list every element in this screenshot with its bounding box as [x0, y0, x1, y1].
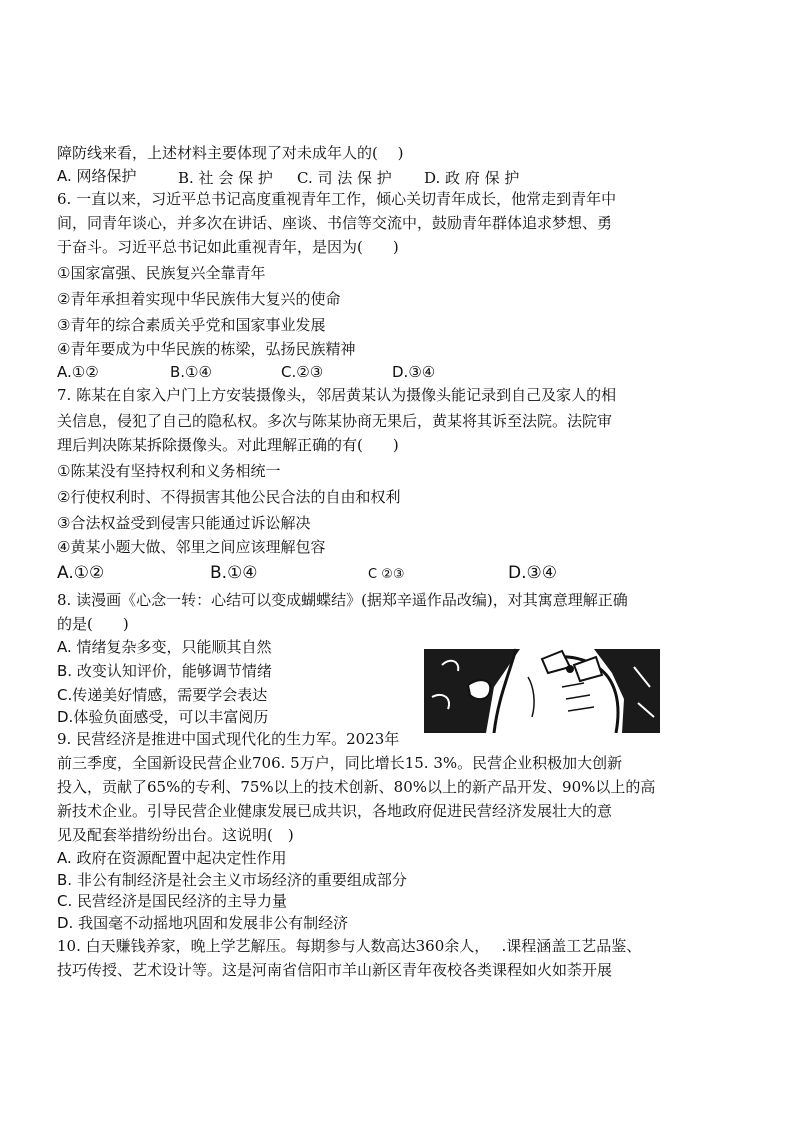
q7-statement-2: ②行使权利时、不得损害其他公民合法的自由和权利 [57, 488, 401, 506]
q9-stem-line-1: 9. 民营经济是推进中国式现代化的生力军。2023年 [57, 730, 400, 748]
q5-option-d: D. 政 府 保 护 [424, 169, 520, 187]
q7-option-a: A.①② [57, 563, 105, 583]
q7-option-d: D.③④ [508, 563, 557, 583]
q6-option-a: A.①② [57, 363, 99, 381]
q8-option-a: A. 情绪复杂多变，只能顺其自然 [57, 638, 272, 656]
q9-option-a: A. 政府在资源配置中起决定性作用 [57, 849, 287, 867]
q9-stem-line-2: 前三季度，全国新设民营企业706. 5万户，同比增长15. 3%。民营企业积极加大创新 [57, 754, 623, 772]
q7-statement-3: ③合法权益受到侵害只能通过诉讼解决 [57, 514, 311, 532]
q6-stem-line-2: 间，同青年谈心，并多次在讲话、座谈、书信等交流中，鼓励青年群体追求梦想、勇 [57, 214, 613, 232]
q8-option-b: B. 改变认知评价，能够调节情绪 [57, 662, 272, 680]
q7-stem-line-2: 关信息，侵犯了自己的隐私权。多次与陈某协商无果后，黄某将其诉至法院。法院审 [57, 412, 613, 430]
q8-stem-line-2: 的是( ) [57, 615, 129, 633]
q5-option-b: B. 社 会 保 护 [178, 169, 273, 187]
q8-option-d: D.体验负面感受，可以丰富阅历 [57, 708, 269, 726]
q6-statement-2: ②青年承担着实现中华民族伟大复兴的使命 [57, 290, 341, 308]
q6-option-d: D.③④ [392, 363, 436, 381]
q9-option-d: D. 我国毫不动摇地巩固和发展非公有制经济 [57, 914, 349, 932]
q9-stem-line-3: 投入，贡献了65%的专利、75%以上的技术创新、80%以上的新产品开发、90%以上的高 [57, 778, 656, 796]
q9-stem-line-4: 新技术企业。引导民营企业健康发展已成共识，各地政府促进民营经济发展壮大的意 [57, 802, 613, 820]
q7-option-b: B.①④ [210, 563, 258, 583]
q6-stem-line-3: 于奋斗。习近平总书记如此重视青年，是因为( ) [57, 238, 399, 256]
cartoon-illustration [424, 647, 660, 733]
q6-option-b: B.①④ [170, 363, 212, 381]
q5-option-c: C. 司 法 保 护 [297, 169, 392, 187]
q6-statement-4: ④青年要成为中华民族的栋梁，弘扬民族精神 [57, 340, 356, 358]
q9-option-c: C. 民营经济是国民经济的主导力量 [57, 892, 288, 910]
q7-statement-1: ①陈某没有坚持权利和义务相统一 [57, 462, 281, 480]
q8-stem-line-1: 8. 读漫画《心念一转：心结可以变成蝴蝶结》(据郑辛遥作品改编)，对其寓意理解正确 [57, 591, 628, 609]
q8-option-c: C.传递美好情感，需要学会表达 [57, 686, 268, 704]
q10-stem-line-2: 技巧传授、艺术设计等。这是河南省信阳市羊山新区青年夜校各类课程如火如荼开展 [57, 961, 613, 979]
q6-stem-line-1: 6. 一直以来，习近平总书记高度重视青年工作，倾心关切青年成长，他常走到青年中 [57, 190, 617, 208]
q7-stem-line-3: 理后判决陈某拆除摄像头。对此理解正确的有( ) [57, 436, 399, 454]
q5-option-a: A. 网络保护 [57, 167, 137, 185]
q6-statement-1: ①国家富强、民族复兴全靠青年 [57, 264, 266, 282]
q10-stem-line-1: 10. 白天赚钱养家，晚上学艺解压。每期参与人数高达360余人， .课程涵盖工艺品鉴、 [57, 937, 642, 955]
q5-stem-tail: 障防线来看，上述材料主要体现了对未成年人的( ) [57, 144, 404, 162]
q7-statement-4: ④黄某小题大做、邻里之间应该理解包容 [57, 538, 326, 556]
q9-stem-line-5: 见及配套举措纷纷出台。这说明( ) [57, 826, 294, 844]
q9-option-b: B. 非公有制经济是社会主义市场经济的重要组成部分 [57, 871, 407, 889]
q7-stem-line-1: 7. 陈某在自家入户门上方安装摄像头，邻居黄某认为摄像头能记录到自己及家人的相 [57, 386, 617, 404]
q6-option-c: C.②③ [281, 363, 324, 381]
q7-option-c: C ②③ [368, 567, 405, 582]
q6-statement-3: ③青年的综合素质关乎党和国家事业发展 [57, 316, 326, 334]
